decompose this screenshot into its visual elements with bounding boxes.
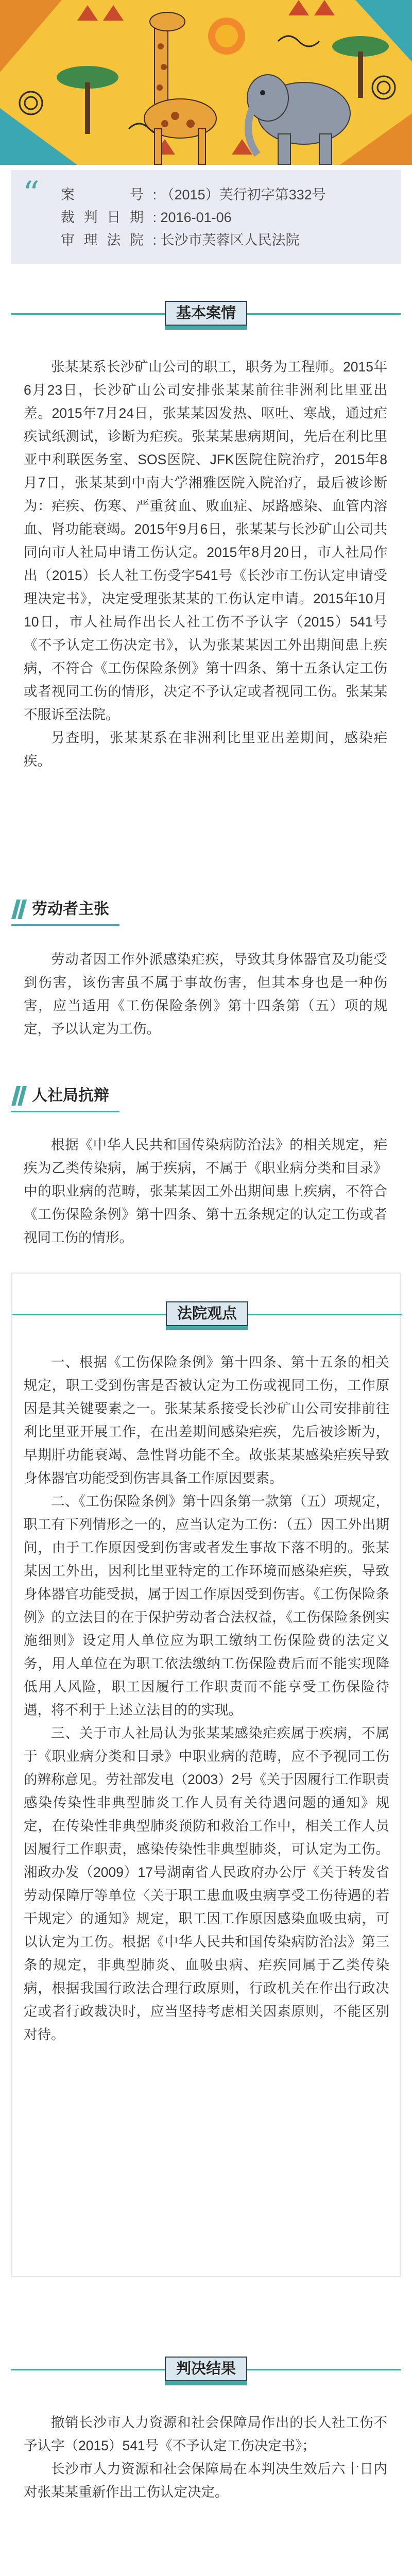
paragraph: 另查明，张某某系在非洲利比里亚出差期间，感染疟疾。 [24,730,387,769]
judgment-text [24,2411,387,2504]
paragraph: 劳动者因工作外派感染疟疾，导致其身体器官及功能受到伤害，该伤害虽不属于事故伤害，但其本身也是一种伤害，应当适用《工伤保险条例》第十四条第（五）项的规定，予以认定为工伤。 [24,952,387,1037]
judgment-date-label: 裁判日期: [61,210,157,225]
case-number-label: 案 号: [61,187,157,202]
court-row [31,229,401,251]
bureau-defense-text [24,1133,387,1249]
worker-claim-text [24,948,387,1041]
paragraph: 撤销长沙市人力资源和社会保障局作出的长人社工伤不予认字（2015）541号《不予认定工伤决定书》； [24,2415,387,2453]
basic-facts-text [24,355,387,773]
judgment-date-value: 2016-01-06 [160,210,232,225]
paragraph: 长沙市人力资源和社会保障局在本判决生效后六十日内对张某某重新作出工伤认定决定。 [24,2461,387,2500]
section-heading-judgment [0,2349,412,2391]
section-title: 判决结果 [165,2357,247,2381]
section-title: 法院观点 [166,1301,248,1326]
section-heading-basic [0,294,412,335]
paragraph: 根据《中华人民共和国传染病防治法》的相关规定，疟疾为乙类传染病，属于疾病，不属于《职业病分类和目录》中的职业病的范畴，张某某因工外出期间患上疾病，不符合《工伤保险条例》第十四条、第十五条规定的认定工伤或者视同工伤的情形。 [24,1137,387,1245]
section-title: 基本案情 [165,301,247,326]
case-number-value: （2015）芙行初字第332号 [160,187,326,202]
paragraph: 张某某系长沙矿山公司的职工，职务为工程师。2015年6月23日，长沙矿山公司安排张某某前往非洲利比里亚出差。2015年7月24日，张某某因发热、呕吐、寒战，通过疟疾试纸测试，诊断为疟疾。张某某患病期间，先后在利比里亚中利联医务室、SOS医院、JFK医院住院治疗，2015年8月7日，张某某到中南大学湘雅医院入院治疗，最后被诊断为：疟疾、伤寒、严重贫血、败血症、尿路感染、血管内溶血、肾功能衰竭。2015年9月6日，张某某与长沙矿山公司共同向市人社局申请工伤认定。2015年8月20日，市人社局作出（2015）长人社工伤受字541号《长沙市工伤认定申请受理决定书》，决定受理张某某的工伤认定申请。2015年10月10日，市人社局作出长人社工伤不予认字（2015）541号《不予认定工伤决定书》，认为张某某因工外出期间患上疾病，不符合《工伤保险条例》第十四条、第十五条认定工伤或者视同工伤的情形，决定不予认定或者视同工伤。张某某不服诉至法院。 [24,359,387,722]
case-number-row [31,183,401,206]
judgment-date-row [31,206,401,229]
section-title: 人社局抗辩 [32,1087,109,1104]
paragraph: 三、关于市人社局认为张某某感染疟疾属于疾病，不属于《职业病分类和目录》中职业病的范畴，应不予视同工伤的辨称意见。劳社部发电（2003）2号《关于因履行工作职责感染传染性非典型肺炎工作人员有关待遇问题的通知》规定，在传染性非典型肺炎预防和救治工作中，相关工作人员因履行工作职责，感染传染性非典型肺炎，可认定为工伤。湘政办发（2009）17号湖南省人民政府办公厅《关于转发省劳动保障厅等单位〈关于职工患血吸虫病享受工伤待遇的若干规定〉的通知》规定，职工因工作原因感染血吸虫病，可以认定为工伤。根据《中华人民共和国传染病防治法》第三条的规定，非典型肺炎、血吸虫病、疟疾同属于乙类传染病，根据我国行政法合理行政原则，行政机关在作出行政决定或者行政裁决时，应当坚持考虑相关因素原则，不能区别对待。 [24,1725,389,2042]
double-slash-icon [11,900,27,919]
section-title: 劳动者主张 [32,901,109,918]
double-slash-icon [11,1086,27,1106]
paragraph: 二、《工伤保险条例》第十四条第一款第（五）项规定，职工有下列情形之一的，应当认定为工伤：（五）因工外出期间，由于工作原因受到伤害或者发生事故下落不明的。张某某因工外出，因利比里亚特定的工作环境而感染疟疾，导致身体器官功能受损，属于因工作原因受到伤害。《工伤保险条例》的立法目的在于保护劳动者合法权益，《工伤保险条例实施细则》设定用人单位应为职工缴纳工伤保险费的法定义务，用人单位在为职工依法缴纳工伤保险费后而不能实现降低用人风险，职工因履行工作职责而不能享受工伤保险待遇，将不利于上述立法目的的实现。 [24,1494,389,1718]
header-banner-illustration [0,0,412,165]
divider [11,1111,119,1112]
court-opinion-text [24,1351,389,2046]
court-label: 审理法院: [61,232,157,248]
court-value: 长沙市芙蓉区人民法院 [160,232,300,248]
court-opinion-frame [11,1273,401,2277]
paragraph: 一、根据《工伤保险条例》第十四条、第十五条的相关规定，职工受到伤害是否被认定为工伤或视同工伤，工作原因是其关键要素之一。张某某系接受长沙矿山公司安排前往利比里亚开展工作，在出差期间感染疟疾，先后被诊断为，早期肝功能衰竭、急性肾功能不全。故张某某感染疟疾导致身体器官功能受到伤害具备工作原因要素。 [24,1354,389,1486]
section-heading-court [1,1294,412,1335]
africa-animals-illustration [0,0,412,165]
divider [11,924,119,926]
case-info-box [11,170,401,264]
quote-icon: “ [23,175,40,213]
